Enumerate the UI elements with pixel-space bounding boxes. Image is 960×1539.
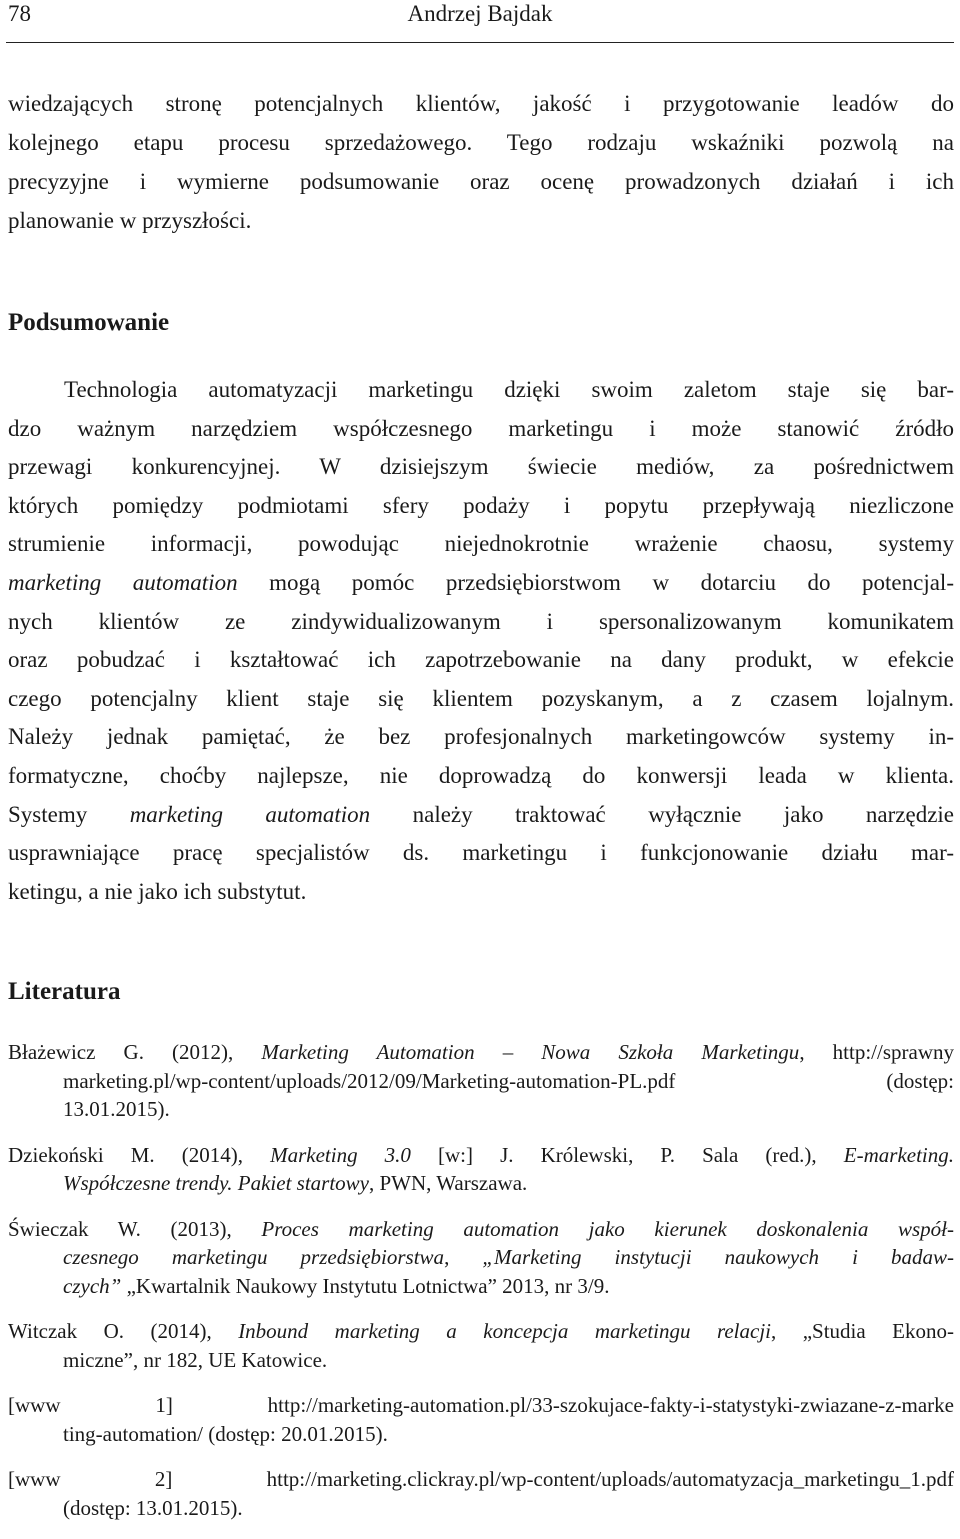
- reference-line: Witczak O. (2014), Inbound marketing a koncepcja marketingu relacji, „Studia Ekono-: [8, 1319, 955, 1343]
- text-line: dzo ważnym narzędziem współczesnego marketingu i może stanowić źródło: [8, 415, 954, 441]
- text-line: wiedzających stronę potencjalnych klientów, jakość i przygotowanie leadów do: [8, 91, 954, 116]
- running-header-author: Andrzej Bajdak: [407, 1, 553, 26]
- reference-entry: [8, 1465, 954, 1522]
- text-line: Należy jednak pamiętać, że bez profesjonalnych marketingowców systemy in-: [8, 724, 954, 750]
- reference-line: miczne”, nr 182, UE Katowice.: [63, 1347, 328, 1372]
- reference-entry: [8, 1141, 954, 1198]
- text-line: marketing automation mogą pomóc przedsiębiorstwom w dotarciu do potencjal-: [8, 569, 954, 595]
- reference-entry: [8, 1317, 954, 1374]
- reference-line: 13.01.2015).: [63, 1097, 170, 1121]
- text-line: kolejnego etapu procesu sprzedażowego. Tego rodzaju wskaźniki pozwolą na: [8, 130, 954, 155]
- section-heading-summary: Podsumowanie: [8, 309, 170, 336]
- reference-entry: [8, 1391, 954, 1448]
- reference-line: ting-automation/ (dostęp: 20.01.2015).: [63, 1421, 388, 1446]
- reference-line: marketing.pl/wp-content/uploads/2012/09/Marketing-automation-PL.pdf (dostęp:: [63, 1068, 954, 1093]
- text-line: precyzyjne i wymierne podsumowanie oraz ocenę prowadzonych działań i ich: [8, 169, 954, 194]
- reference-entry: [8, 1038, 954, 1124]
- reference-list: [8, 1038, 954, 1539]
- term-italic: marketing automation: [129, 801, 371, 827]
- reference-line: Świeczak W. (2013), Proces marketing automation jako kierunek doskonalenia współ-: [8, 1216, 954, 1241]
- text-line: usprawniające pracę specjalistów ds. marketingu i funkcjonowanie działu mar-: [8, 840, 954, 866]
- summary-paragraph: [8, 371, 954, 911]
- text-line: Technologia automatyzacji marketingu dzięki swoim zaletom staje się bar-: [64, 377, 954, 402]
- reference-line: Współczesne trendy. Pakiet startowy, PWN, Warszawa.: [63, 1171, 528, 1195]
- intro-paragraph: [8, 84, 954, 240]
- text-line: strumienie informacji, powodując niejednokrotnie wrażenie chaosu, systemy: [8, 531, 954, 557]
- reference-line: czych” „Kwartalnik Naukowy Instytutu Lotnictwa” 2013, nr 3/9.: [63, 1273, 610, 1298]
- text-line: formatyczne, choćby najlepsze, nie doprowadzą do konwersji leada w klienta.: [8, 762, 954, 788]
- text-line: ketingu, a nie jako ich substytut.: [8, 878, 307, 904]
- text-line: których pomiędzy podmiotami sfery podaży i popytu przepływają niezliczone: [8, 492, 954, 518]
- reference-line: (dostęp: 13.01.2015).: [63, 1495, 243, 1520]
- text-line: oraz pobudzać i kształtować ich zapotrzebowanie na dany produkt, w efekcie: [8, 647, 954, 673]
- page-number: 78: [8, 1, 31, 26]
- text-line: przewagi konkurencyjnej. W dzisiejszym świecie mediów, za pośrednictwem: [8, 454, 954, 480]
- reference-link[interactable]: [www 1] http://marketing-automation.pl/33-szokujace-fakty-i-statystyki-zwiazane-z-marke: [8, 1393, 954, 1417]
- text-line: czego potencjalny klient staje się klientem pozyskanym, a z czasem lojalnym.: [8, 685, 954, 711]
- section-heading-literature: Literatura: [8, 978, 121, 1005]
- text-line: nych klientów ze zindywidualizowanym i spersonalizowanym komunikatem: [8, 608, 954, 634]
- text-line: Systemy marketing automation należy traktować wyłącznie jako narzędzie: [8, 801, 954, 827]
- reference-link[interactable]: [www 2] http://marketing.clickray.pl/wp-content/uploads/automatyzacja_marketingu_1.pdf: [8, 1467, 954, 1491]
- reference-line: Dziekoński M. (2014), Marketing 3.0 [w:] J. Królewski, P. Sala (red.), E-marketing.: [8, 1142, 955, 1167]
- text-line: planowanie w przyszłości.: [8, 208, 252, 233]
- reference-line: Błażewicz G. (2012), Marketing Automation – Nowa Szkoła Marketingu, http://sprawny: [8, 1040, 954, 1064]
- reference-line: czesnego marketingu przedsiębiorstwa, „Marketing instytucji naukowych i badaw-: [63, 1245, 954, 1269]
- term-italic: marketing automation: [8, 569, 238, 595]
- running-header: [6, 0, 954, 43]
- reference-entry: [8, 1215, 954, 1301]
